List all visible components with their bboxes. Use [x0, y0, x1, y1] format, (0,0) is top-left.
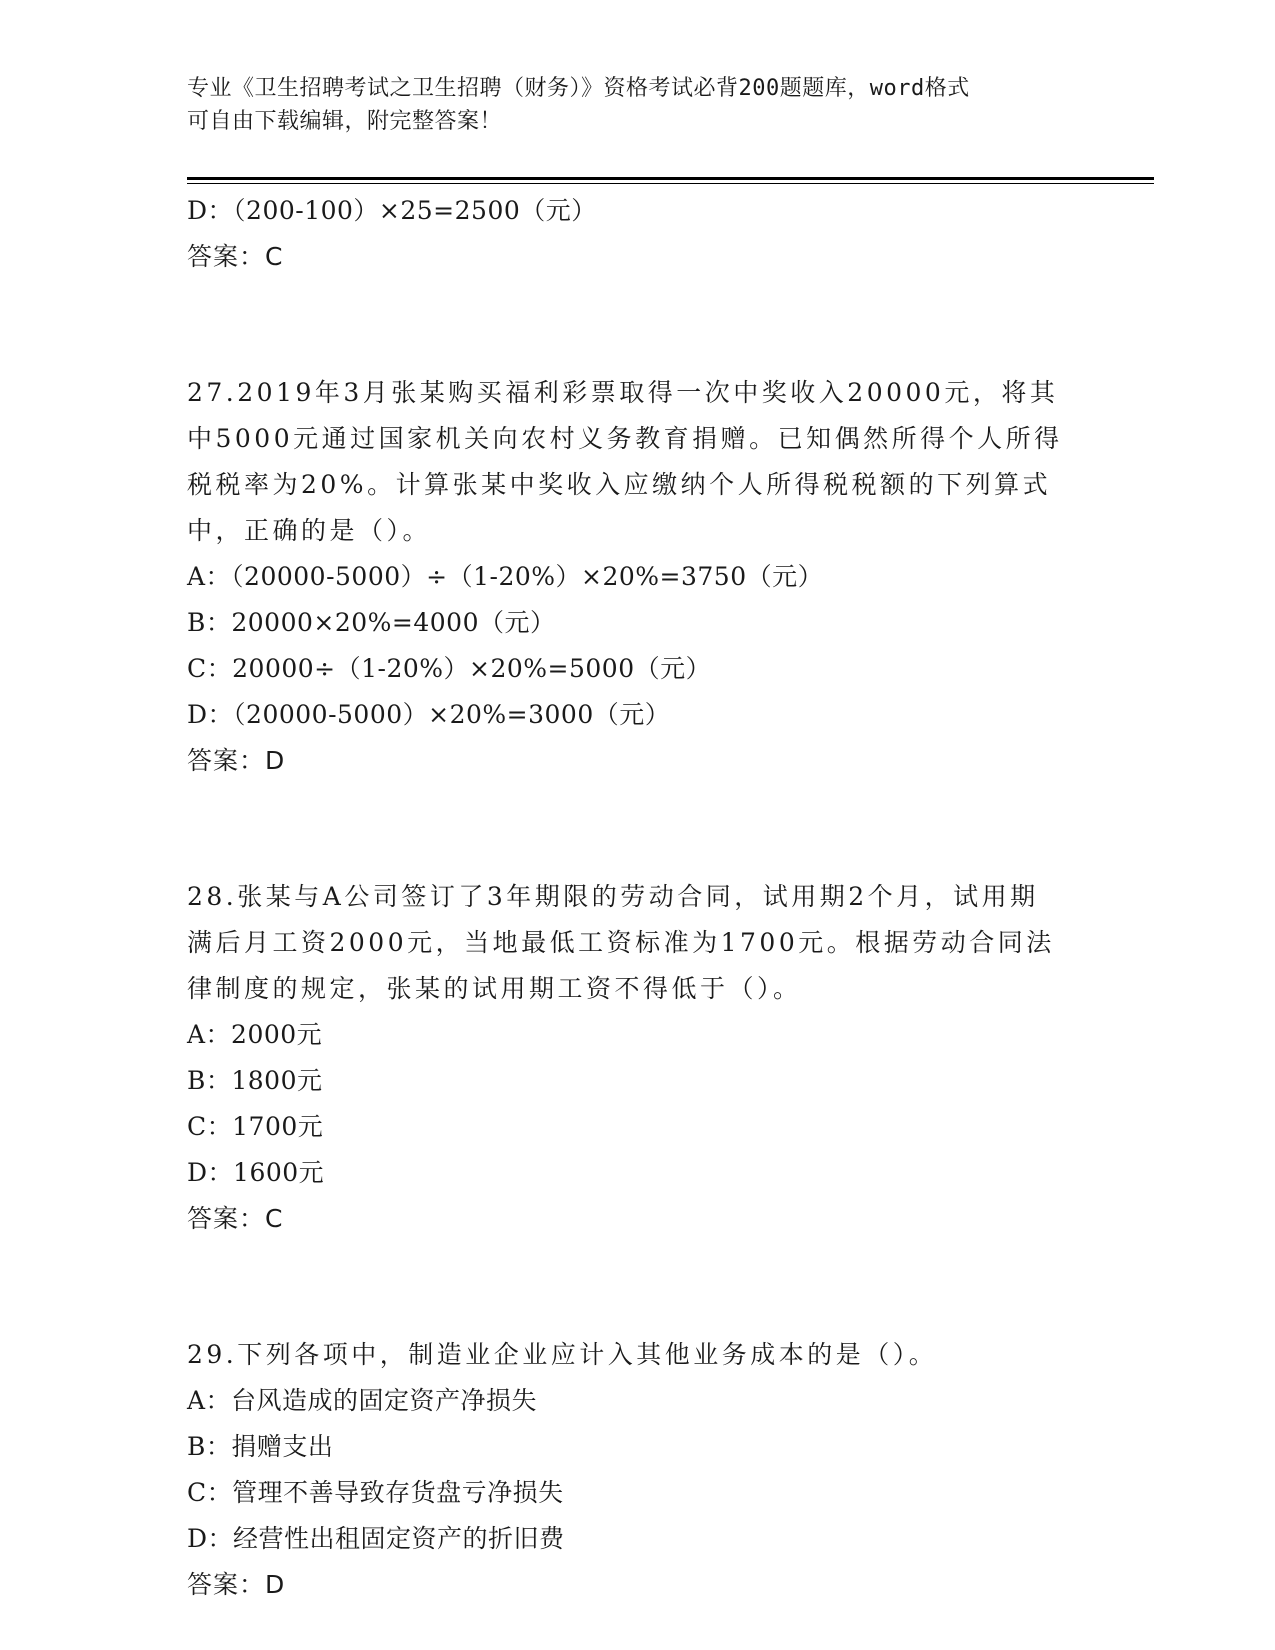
spacer: [187, 280, 1087, 370]
header-divider-thin: [187, 183, 1154, 184]
option-d: D：经营性出租固定资产的折旧费: [187, 1524, 565, 1553]
option-b: B：捐赠支出: [187, 1432, 334, 1461]
option-d: D：（20000-5000）×20%=3000（元）: [187, 700, 671, 729]
option-c: C：管理不善导致存货盘亏净损失: [187, 1478, 564, 1507]
option-b: B：20000×20%=4000（元）: [187, 608, 556, 637]
option-b: B：1800元: [187, 1066, 323, 1095]
question-text: 28.张某与A公司签订了3年期限的劳动合同，试用期2个月，试用期满后月工资2000元，当地最低工资标准为1700元。根据劳动合同法律制度的规定，张某的试用期工资不得低于（）。: [187, 882, 1055, 1003]
header-line-2: 可自由下载编辑，附完整答案！: [187, 109, 503, 134]
answer: 答案：C: [187, 1204, 284, 1233]
prev-question-option-d: D：（200-100）×25=2500（元）: [187, 196, 597, 225]
document-header: [187, 72, 1067, 138]
option-a: A：（20000-5000）÷（1-20%）×20%=3750（元）: [187, 562, 824, 591]
question-29: [187, 1332, 1087, 1608]
option-c: C：20000÷（1-20%）×20%=5000（元）: [187, 654, 712, 683]
option-a: A：2000元: [187, 1020, 323, 1049]
spacer: [187, 1242, 1087, 1332]
question-28: [187, 874, 1087, 1242]
answer: 答案：D: [187, 1570, 286, 1599]
option-c: C：1700元: [187, 1112, 324, 1141]
question-text: 27.2019年3月张某购买福利彩票取得一次中奖收入20000元，将其中5000元通过国家机关向农村义务教育捐赠。已知偶然所得个人所得税税率为20%。计算张某中奖收入应缴纳个人所得税税额的下列算式中，正确的是（）。: [187, 378, 1063, 545]
document-body: [187, 188, 1087, 1608]
header-line-1: 专业《卫生招聘考试之卫生招聘（财务）》资格考试必背200题题库，word格式: [187, 76, 970, 101]
question-text: 29.下列各项中，制造业企业应计入其他业务成本的是（）。: [187, 1340, 938, 1369]
header-divider-thick: [187, 177, 1154, 180]
answer: 答案：D: [187, 746, 286, 775]
option-d: D：1600元: [187, 1158, 325, 1187]
prev-question-answer: 答案：C: [187, 242, 284, 271]
option-a: A：台风造成的固定资产净损失: [187, 1386, 538, 1415]
question-27: [187, 370, 1087, 784]
spacer: [187, 784, 1087, 874]
